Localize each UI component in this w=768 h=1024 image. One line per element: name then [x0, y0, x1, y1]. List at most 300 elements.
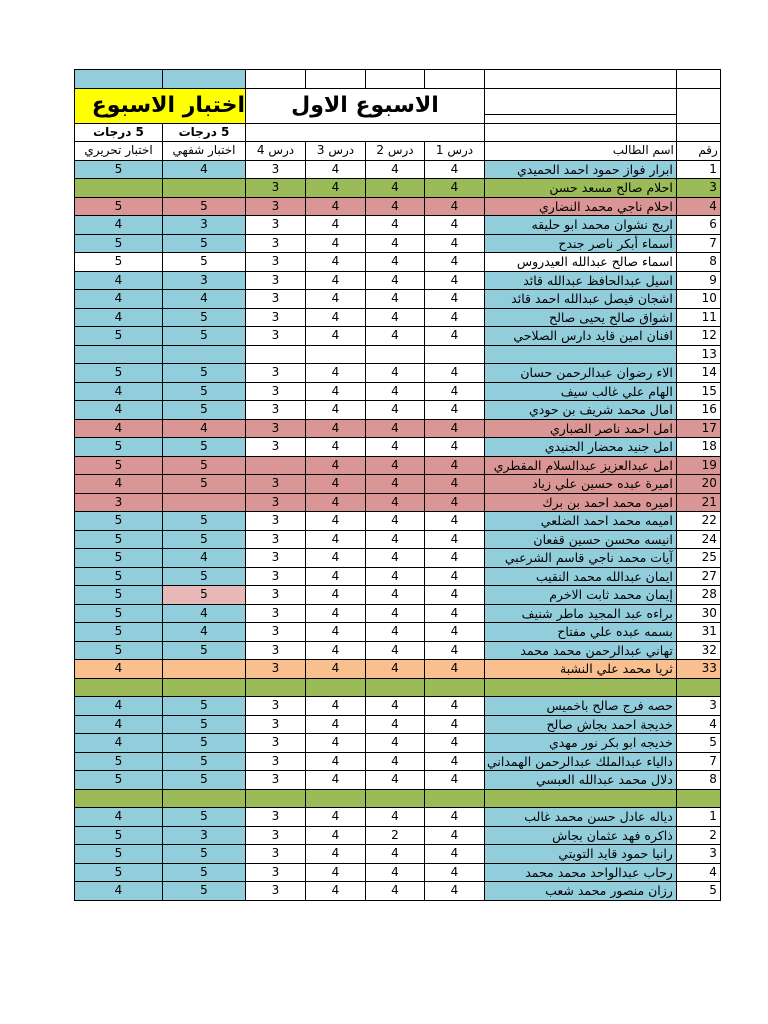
student-name[interactable]: تهاني عبدالرحمن محمد محمد [485, 641, 677, 660]
lesson4-score[interactable]: 3 [246, 308, 306, 327]
lesson1-score[interactable]: 4 [425, 845, 485, 864]
lesson3-score[interactable]: 4 [306, 715, 366, 734]
lesson1-score[interactable]: 4 [425, 752, 485, 771]
lesson1-score[interactable]: 4 [425, 216, 485, 235]
lesson3-score[interactable]: 4 [306, 419, 366, 438]
student-number[interactable]: 13 [676, 345, 720, 364]
cell[interactable] [485, 88, 677, 123]
lesson1-score[interactable]: 4 [425, 826, 485, 845]
lesson4-score[interactable]: 3 [246, 364, 306, 383]
lesson4-score[interactable]: 3 [246, 179, 306, 198]
lesson4-score[interactable]: 3 [246, 512, 306, 531]
student-number[interactable]: 4 [676, 863, 720, 882]
lesson2-score[interactable]: 2 [366, 826, 425, 845]
student-name[interactable]: اميره محمد احمد بن برك [485, 493, 677, 512]
oral-score[interactable]: 5 [163, 586, 246, 605]
cell[interactable] [676, 88, 720, 123]
written-score[interactable]: 4 [75, 808, 163, 827]
written-score[interactable]: 5 [75, 456, 163, 475]
lesson3-score[interactable]: 4 [306, 308, 366, 327]
student-number[interactable]: 28 [676, 586, 720, 605]
lesson3-score[interactable]: 4 [306, 475, 366, 494]
lesson3-score[interactable] [306, 678, 366, 697]
lesson4-score[interactable]: 3 [246, 197, 306, 216]
student-number[interactable]: 5 [676, 734, 720, 753]
student-name[interactable]: اميمه محمد احمد الضلعي [485, 512, 677, 531]
written-score[interactable]: 5 [75, 197, 163, 216]
lesson1-score[interactable]: 4 [425, 197, 485, 216]
lesson3-score[interactable]: 4 [306, 882, 366, 901]
lesson3-score[interactable]: 4 [306, 586, 366, 605]
lesson4-score[interactable]: 3 [246, 216, 306, 235]
student-name[interactable]: حصه فرج صالح باخميس [485, 697, 677, 716]
oral-score[interactable]: 4 [163, 549, 246, 568]
student-number[interactable]: 4 [676, 715, 720, 734]
lesson1-score[interactable] [425, 345, 485, 364]
lesson2-score[interactable]: 4 [366, 697, 425, 716]
written-score[interactable]: 5 [75, 586, 163, 605]
student-name[interactable]: إيمان محمد ثابت الاخرم [485, 586, 677, 605]
lesson1-score[interactable]: 4 [425, 382, 485, 401]
oral-score[interactable]: 5 [163, 715, 246, 734]
lesson3-score[interactable]: 4 [306, 512, 366, 531]
lesson2-score[interactable]: 4 [366, 771, 425, 790]
student-number[interactable]: 1 [676, 160, 720, 179]
lesson3-score[interactable]: 4 [306, 623, 366, 642]
oral-score[interactable]: 3 [163, 826, 246, 845]
lesson4-score[interactable]: 3 [246, 734, 306, 753]
cell[interactable] [246, 70, 306, 89]
written-score[interactable]: 5 [75, 623, 163, 642]
lesson3-score[interactable]: 4 [306, 253, 366, 272]
lesson4-score[interactable]: 3 [246, 401, 306, 420]
lesson4-score[interactable]: 3 [246, 882, 306, 901]
oral-score[interactable]: 5 [163, 456, 246, 475]
lesson4-score[interactable]: 3 [246, 160, 306, 179]
lesson3-score[interactable] [306, 789, 366, 808]
written-score[interactable]: 4 [75, 882, 163, 901]
written-score[interactable]: 5 [75, 364, 163, 383]
student-name[interactable]: رزان منصور محمد شعب [485, 882, 677, 901]
lesson4-score[interactable]: 3 [246, 475, 306, 494]
student-name[interactable]: بسمه عبده علي مفتاح [485, 623, 677, 642]
student-number[interactable]: 16 [676, 401, 720, 420]
lesson1-score[interactable]: 4 [425, 456, 485, 475]
written-score[interactable]: 4 [75, 475, 163, 494]
student-number[interactable]: 20 [676, 475, 720, 494]
lesson1-score[interactable]: 4 [425, 549, 485, 568]
lesson3-score[interactable]: 4 [306, 752, 366, 771]
lesson2-score[interactable]: 4 [366, 419, 425, 438]
written-score[interactable]: 4 [75, 697, 163, 716]
lesson1-score[interactable]: 4 [425, 882, 485, 901]
student-number[interactable] [676, 678, 720, 697]
oral-score[interactable]: 5 [163, 567, 246, 586]
lesson4-score[interactable]: 3 [246, 826, 306, 845]
lesson3-score[interactable]: 4 [306, 863, 366, 882]
lesson3-score[interactable]: 4 [306, 234, 366, 253]
lesson4-score[interactable]: 3 [246, 641, 306, 660]
lesson4-score[interactable]: 3 [246, 253, 306, 272]
student-number[interactable]: 7 [676, 234, 720, 253]
lesson1-score[interactable] [425, 789, 485, 808]
lesson3-score[interactable]: 4 [306, 567, 366, 586]
oral-score[interactable]: 5 [163, 308, 246, 327]
student-name[interactable]: ايمان عبدالله محمد النقيب [485, 567, 677, 586]
lesson3-score[interactable] [306, 345, 366, 364]
oral-score[interactable]: 5 [163, 752, 246, 771]
lesson1-score[interactable]: 4 [425, 253, 485, 272]
lesson1-score[interactable]: 4 [425, 308, 485, 327]
lesson1-score[interactable]: 4 [425, 734, 485, 753]
student-name[interactable]: امال محمد شريف بن حودي [485, 401, 677, 420]
lesson4-score[interactable]: 3 [246, 604, 306, 623]
oral-score[interactable]: 3 [163, 216, 246, 235]
lesson2-score[interactable]: 4 [366, 364, 425, 383]
lesson4-score[interactable] [246, 345, 306, 364]
student-name[interactable]: رانيا حمود قايد التويتي [485, 845, 677, 864]
lesson4-score[interactable]: 3 [246, 382, 306, 401]
cell[interactable] [163, 70, 246, 89]
oral-score[interactable]: 5 [163, 512, 246, 531]
student-name[interactable]: اميرة عبده حسين علي زياد [485, 475, 677, 494]
lesson4-score[interactable]: 3 [246, 715, 306, 734]
student-name[interactable]: امل احمد ناصر الصباري [485, 419, 677, 438]
student-name[interactable]: ذاكره فهد عثمان بجاش [485, 826, 677, 845]
lesson1-score[interactable]: 4 [425, 475, 485, 494]
lesson2-score[interactable]: 4 [366, 234, 425, 253]
student-number[interactable]: 17 [676, 419, 720, 438]
written-score[interactable]: 4 [75, 216, 163, 235]
written-score[interactable]: 4 [75, 419, 163, 438]
lesson3-score[interactable]: 4 [306, 401, 366, 420]
lesson4-score[interactable]: 3 [246, 290, 306, 309]
lesson3-score[interactable]: 4 [306, 160, 366, 179]
lesson1-score[interactable]: 4 [425, 438, 485, 457]
lesson2-score[interactable]: 4 [366, 549, 425, 568]
lesson2-score[interactable]: 4 [366, 660, 425, 679]
written-score[interactable]: 5 [75, 604, 163, 623]
oral-score[interactable]: 5 [163, 364, 246, 383]
student-name[interactable]: خديجه ابو بكر نور مهدي [485, 734, 677, 753]
student-number[interactable]: 3 [676, 697, 720, 716]
lesson3-score[interactable]: 4 [306, 660, 366, 679]
lesson2-score[interactable]: 4 [366, 253, 425, 272]
lesson2-score[interactable]: 4 [366, 530, 425, 549]
lesson4-score[interactable] [246, 789, 306, 808]
cell[interactable] [485, 70, 677, 89]
written-score[interactable]: 5 [75, 160, 163, 179]
oral-score[interactable] [163, 678, 246, 697]
student-number[interactable]: 11 [676, 308, 720, 327]
lesson2-score[interactable] [366, 789, 425, 808]
oral-score[interactable]: 4 [163, 623, 246, 642]
lesson2-score[interactable]: 4 [366, 586, 425, 605]
lesson4-score[interactable]: 3 [246, 493, 306, 512]
lesson3-score[interactable]: 4 [306, 382, 366, 401]
lesson3-score[interactable]: 4 [306, 734, 366, 753]
lesson1-score[interactable]: 4 [425, 290, 485, 309]
oral-score[interactable]: 5 [163, 882, 246, 901]
written-score[interactable]: 5 [75, 549, 163, 568]
student-number[interactable]: 10 [676, 290, 720, 309]
oral-score[interactable]: 5 [163, 863, 246, 882]
lesson4-score[interactable]: 3 [246, 808, 306, 827]
oral-score[interactable]: 3 [163, 271, 246, 290]
student-number[interactable]: 4 [676, 197, 720, 216]
oral-score[interactable]: 4 [163, 290, 246, 309]
lesson3-score[interactable]: 4 [306, 808, 366, 827]
written-score[interactable]: 4 [75, 734, 163, 753]
lesson2-score[interactable]: 4 [366, 512, 425, 531]
lesson2-score[interactable]: 4 [366, 882, 425, 901]
student-name[interactable]: دياله عادل حسن محمد غالب [485, 808, 677, 827]
written-score[interactable]: 4 [75, 660, 163, 679]
lesson4-score[interactable]: 3 [246, 549, 306, 568]
lesson2-score[interactable]: 4 [366, 752, 425, 771]
student-number[interactable]: 21 [676, 493, 720, 512]
lesson1-score[interactable]: 4 [425, 660, 485, 679]
student-name[interactable]: براءه عبد المجيد ماطر شنيف [485, 604, 677, 623]
lesson4-score[interactable]: 3 [246, 845, 306, 864]
lesson1-score[interactable]: 4 [425, 364, 485, 383]
lesson2-score[interactable]: 4 [366, 567, 425, 586]
lesson4-score[interactable]: 3 [246, 863, 306, 882]
written-score[interactable]: 5 [75, 641, 163, 660]
lesson3-score[interactable]: 4 [306, 845, 366, 864]
lesson4-score[interactable]: 3 [246, 567, 306, 586]
lesson1-score[interactable]: 4 [425, 271, 485, 290]
oral-score[interactable]: 4 [163, 419, 246, 438]
written-score[interactable]: 5 [75, 327, 163, 346]
oral-score[interactable]: 5 [163, 438, 246, 457]
student-name[interactable]: اريج نشوان محمد ابو حليقه [485, 216, 677, 235]
student-name[interactable]: خديجة احمد بجاش صالح [485, 715, 677, 734]
lesson3-score[interactable]: 4 [306, 530, 366, 549]
student-name[interactable] [485, 678, 677, 697]
written-score[interactable]: 5 [75, 253, 163, 272]
lesson4-score[interactable]: 3 [246, 234, 306, 253]
lesson2-score[interactable]: 4 [366, 179, 425, 198]
written-score[interactable]: 5 [75, 530, 163, 549]
lesson3-score[interactable]: 4 [306, 493, 366, 512]
lesson2-score[interactable]: 4 [366, 327, 425, 346]
lesson2-score[interactable]: 4 [366, 734, 425, 753]
lesson1-score[interactable]: 4 [425, 697, 485, 716]
oral-score[interactable]: 5 [163, 641, 246, 660]
lesson2-score[interactable]: 4 [366, 604, 425, 623]
oral-score[interactable]: 5 [163, 327, 246, 346]
student-name[interactable]: الاء رضوان عبدالرحمن حسان [485, 364, 677, 383]
student-number[interactable]: 32 [676, 641, 720, 660]
student-number[interactable] [676, 789, 720, 808]
student-name[interactable]: احلام صالح مسعد حسن [485, 179, 677, 198]
student-number[interactable]: 15 [676, 382, 720, 401]
student-number[interactable]: 31 [676, 623, 720, 642]
lesson3-score[interactable]: 4 [306, 179, 366, 198]
lesson2-score[interactable]: 4 [366, 863, 425, 882]
lesson1-score[interactable]: 4 [425, 771, 485, 790]
lesson4-score[interactable]: 3 [246, 660, 306, 679]
student-number[interactable]: 22 [676, 512, 720, 531]
lesson4-score[interactable]: 3 [246, 271, 306, 290]
oral-score[interactable]: 4 [163, 160, 246, 179]
written-score[interactable] [75, 345, 163, 364]
lesson2-score[interactable]: 4 [366, 456, 425, 475]
written-score[interactable]: 4 [75, 308, 163, 327]
lesson2-score[interactable]: 4 [366, 808, 425, 827]
written-score[interactable] [75, 678, 163, 697]
lesson1-score[interactable]: 4 [425, 808, 485, 827]
lesson1-score[interactable]: 4 [425, 234, 485, 253]
student-number[interactable]: 7 [676, 752, 720, 771]
lesson1-score[interactable]: 4 [425, 604, 485, 623]
student-number[interactable]: 3 [676, 845, 720, 864]
cell[interactable] [246, 123, 485, 142]
student-number[interactable]: 9 [676, 271, 720, 290]
written-score[interactable]: 5 [75, 863, 163, 882]
oral-score[interactable]: 5 [163, 697, 246, 716]
lesson1-score[interactable]: 4 [425, 401, 485, 420]
oral-score[interactable]: 5 [163, 530, 246, 549]
oral-score[interactable]: 5 [163, 382, 246, 401]
written-score[interactable]: 5 [75, 826, 163, 845]
lesson3-score[interactable]: 4 [306, 290, 366, 309]
student-name[interactable] [485, 345, 677, 364]
lesson1-score[interactable]: 4 [425, 419, 485, 438]
written-score[interactable] [75, 789, 163, 808]
student-number[interactable]: 8 [676, 253, 720, 272]
lesson1-score[interactable]: 4 [425, 512, 485, 531]
student-name[interactable]: أسماء أبكر ناصر جندح [485, 234, 677, 253]
written-score[interactable]: 5 [75, 845, 163, 864]
lesson4-score[interactable] [246, 678, 306, 697]
oral-score[interactable]: 5 [163, 808, 246, 827]
written-score[interactable]: 4 [75, 382, 163, 401]
oral-score[interactable]: 5 [163, 401, 246, 420]
lesson3-score[interactable]: 4 [306, 771, 366, 790]
written-score[interactable]: 5 [75, 438, 163, 457]
oral-score[interactable] [163, 789, 246, 808]
lesson1-score[interactable]: 4 [425, 567, 485, 586]
lesson3-score[interactable]: 4 [306, 364, 366, 383]
student-name[interactable]: انيسه محسن حسين قفعان [485, 530, 677, 549]
lesson2-score[interactable]: 4 [366, 290, 425, 309]
student-name[interactable]: دلال محمد عبدالله العبسي [485, 771, 677, 790]
lesson1-score[interactable]: 4 [425, 623, 485, 642]
oral-score[interactable]: 5 [163, 771, 246, 790]
oral-score[interactable]: 5 [163, 475, 246, 494]
oral-score[interactable]: 5 [163, 253, 246, 272]
student-name[interactable]: اسماء صالح عبدالله العيدروس [485, 253, 677, 272]
lesson2-score[interactable]: 4 [366, 401, 425, 420]
lesson2-score[interactable]: 4 [366, 493, 425, 512]
lesson2-score[interactable]: 4 [366, 308, 425, 327]
lesson4-score[interactable]: 3 [246, 419, 306, 438]
lesson3-score[interactable]: 4 [306, 641, 366, 660]
written-score[interactable]: 4 [75, 401, 163, 420]
lesson1-score[interactable]: 4 [425, 586, 485, 605]
student-number[interactable]: 8 [676, 771, 720, 790]
lesson3-score[interactable]: 4 [306, 697, 366, 716]
student-number[interactable]: 12 [676, 327, 720, 346]
lesson4-score[interactable]: 3 [246, 327, 306, 346]
student-name[interactable]: اسيل عبدالحافظ عبدالله قائد [485, 271, 677, 290]
lesson4-score[interactable]: 3 [246, 530, 306, 549]
student-number[interactable]: 2 [676, 826, 720, 845]
lesson2-score[interactable] [366, 345, 425, 364]
lesson2-score[interactable]: 4 [366, 623, 425, 642]
lesson3-score[interactable]: 4 [306, 438, 366, 457]
student-number[interactable]: 5 [676, 882, 720, 901]
written-score[interactable]: 5 [75, 567, 163, 586]
lesson2-score[interactable]: 4 [366, 845, 425, 864]
lesson2-score[interactable]: 4 [366, 475, 425, 494]
student-name[interactable]: احلام ناجي محمد النضاري [485, 197, 677, 216]
lesson4-score[interactable]: 3 [246, 697, 306, 716]
lesson2-score[interactable]: 4 [366, 216, 425, 235]
written-score[interactable]: 5 [75, 752, 163, 771]
oral-score[interactable]: 5 [163, 197, 246, 216]
lesson4-score[interactable]: 3 [246, 438, 306, 457]
lesson2-score[interactable]: 4 [366, 438, 425, 457]
lesson2-score[interactable]: 4 [366, 641, 425, 660]
cell[interactable] [676, 70, 720, 89]
lesson1-score[interactable]: 4 [425, 179, 485, 198]
student-name[interactable]: ابرار فواز حمود احمد الحميدي [485, 160, 677, 179]
student-number[interactable]: 1 [676, 808, 720, 827]
lesson3-score[interactable]: 4 [306, 549, 366, 568]
student-name[interactable]: الهام علي غالب سيف [485, 382, 677, 401]
lesson3-score[interactable]: 4 [306, 197, 366, 216]
lesson1-score[interactable]: 4 [425, 493, 485, 512]
oral-score[interactable] [163, 493, 246, 512]
student-name[interactable] [485, 789, 677, 808]
student-name[interactable]: امل جنيد محضار الجنيدي [485, 438, 677, 457]
student-name[interactable]: امل عبدالعزيز عبدالسلام المقطري [485, 456, 677, 475]
written-score[interactable]: 3 [75, 493, 163, 512]
lesson1-score[interactable]: 4 [425, 863, 485, 882]
lesson4-score[interactable]: 3 [246, 623, 306, 642]
oral-score[interactable] [163, 345, 246, 364]
cell[interactable] [676, 123, 720, 142]
student-number[interactable]: 27 [676, 567, 720, 586]
lesson3-score[interactable]: 4 [306, 604, 366, 623]
written-score[interactable]: 4 [75, 271, 163, 290]
student-number[interactable]: 30 [676, 604, 720, 623]
student-number[interactable]: 24 [676, 530, 720, 549]
written-score[interactable]: 5 [75, 234, 163, 253]
student-name[interactable]: افنان امين قايد دارس الصلاحي [485, 327, 677, 346]
lesson3-score[interactable]: 4 [306, 456, 366, 475]
student-name[interactable]: ثريا محمد علي النشبة [485, 660, 677, 679]
student-number[interactable]: 14 [676, 364, 720, 383]
lesson1-score[interactable]: 4 [425, 160, 485, 179]
lesson4-score[interactable] [246, 456, 306, 475]
lesson3-score[interactable]: 4 [306, 216, 366, 235]
written-score[interactable]: 4 [75, 290, 163, 309]
written-score[interactable]: 5 [75, 771, 163, 790]
lesson4-score[interactable]: 3 [246, 771, 306, 790]
cell[interactable] [366, 70, 425, 89]
student-name[interactable]: رحاب عبدالواحد محمد محمد [485, 863, 677, 882]
cell[interactable] [75, 70, 163, 89]
student-number[interactable]: 25 [676, 549, 720, 568]
oral-score[interactable]: 5 [163, 845, 246, 864]
student-number[interactable]: 6 [676, 216, 720, 235]
lesson1-score[interactable]: 4 [425, 715, 485, 734]
student-name[interactable]: اشجان فيصل عبدالله احمد قائد [485, 290, 677, 309]
